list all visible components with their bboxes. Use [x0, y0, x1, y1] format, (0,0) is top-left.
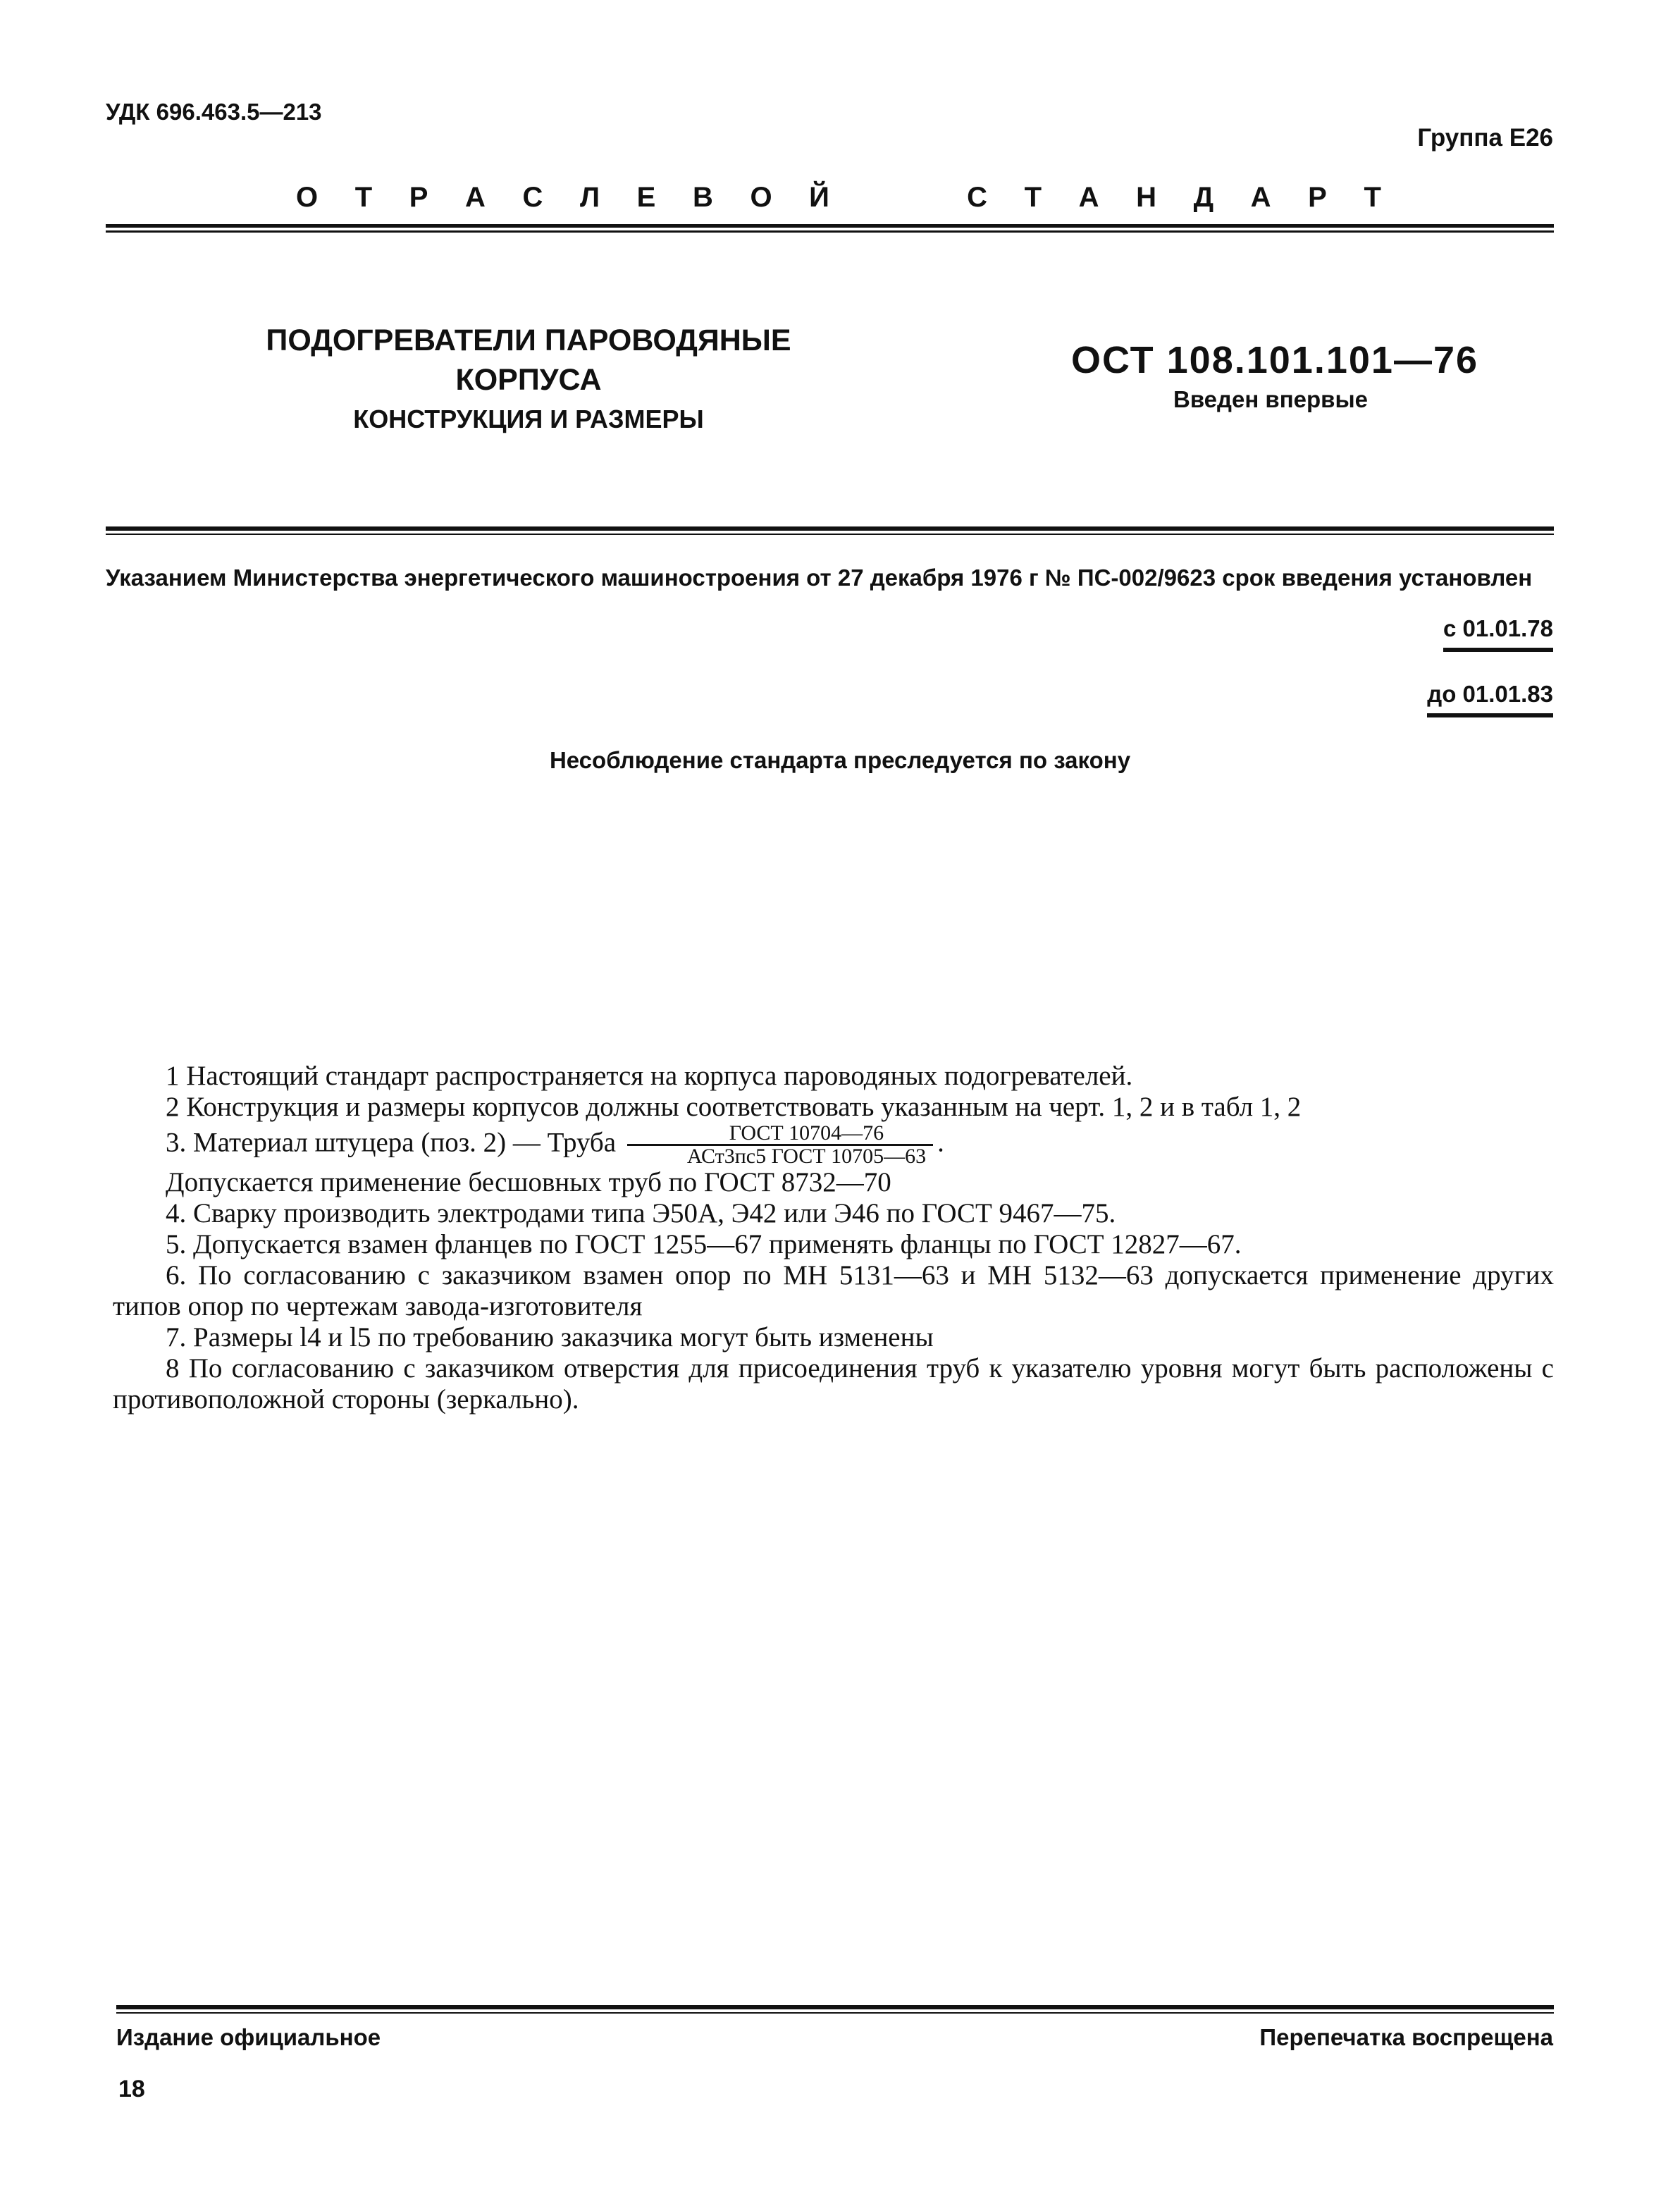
title-line: КОРПУСА — [455, 363, 602, 397]
fraction — [627, 1123, 933, 1167]
standard-note: Введен впервые — [1173, 386, 1368, 412]
paragraph: 8 По согласованию с заказчиком отверстия для присоединения труб к указателю уровня могут быть расположены с противоположной стороны (зеркально). — [113, 1353, 1554, 1415]
udk-code: УДК 696.463.5—213 — [106, 99, 322, 125]
banner-letter: Л — [580, 182, 600, 213]
paragraph: 1 Настоящий стандарт распространяется на корпуса пароводяных подогревателей. — [166, 1061, 1133, 1091]
title-line: ПОДОГРЕВАТЕЛИ ПАРОВОДЯНЫЕ — [266, 323, 791, 357]
banner-letter: С — [967, 182, 987, 213]
decree-text: Указанием Министерства энергетического машиностроения от 27 декабря 1976 г № ПС-002/9623 срок введения установлен — [106, 565, 1533, 591]
banner-letter: Р — [409, 182, 428, 213]
paragraph: 6. По согласованию с заказчиком взамен опор по МН 5131—63 и МН 5132—63 допускается применение других типов опор по чертежам завода-изготовителя — [113, 1260, 1554, 1321]
banner-letter: С — [522, 182, 543, 213]
group-code: Группа Е26 — [1417, 124, 1553, 152]
banner-letter: Т — [1364, 182, 1381, 213]
paragraph: 2 Конструкция и размеры корпусов должны соответствовать указанным на черт. 1, 2 и в табл 1, 2 — [166, 1092, 1302, 1122]
section-rule — [106, 526, 1554, 531]
paragraph: Допускается применение бесшовных труб по ГОСТ 8732—70 — [166, 1167, 891, 1197]
reprint-notice: Перепечатка воспрещена — [1259, 2024, 1553, 2050]
page-number: 18 — [118, 2076, 145, 2102]
effective-date-from: с 01.01.78 — [1443, 615, 1553, 652]
banner-letter: А — [465, 182, 486, 213]
title-subline: КОНСТРУКЦИЯ И РАЗМЕРЫ — [353, 405, 704, 433]
banner-letter: Н — [1136, 182, 1156, 213]
standard-number: ОСТ 108.101.101—76 — [1071, 339, 1479, 381]
banner-letter: Т — [354, 182, 373, 213]
footer-rule-thin — [116, 2012, 1554, 2014]
paragraph: 5. Допускается взамен фланцев по ГОСТ 1255—67 применять фланцы по ГОСТ 12827—67. — [166, 1229, 1242, 1259]
edition-label: Издание официальное — [116, 2024, 381, 2050]
paragraph: 4. Сварку производить электродами типа Э50А, Э42 или Э46 по ГОСТ 9467—75. — [166, 1198, 1116, 1228]
paragraph: 7. Размеры l4 и l5 по требованию заказчика могут быть изменены — [166, 1322, 934, 1352]
paragraph-prefix: 3. Материал штуцера (поз. 2) — Труба — [166, 1127, 617, 1158]
penalty-notice: Несоблюдение стандарта преследуется по закону — [549, 747, 1131, 773]
section-rule-thin — [106, 534, 1554, 535]
banner-letter: Й — [809, 182, 829, 213]
banner-letter: А — [1078, 182, 1099, 213]
effective-date-to: до 01.01.83 — [1427, 681, 1553, 717]
banner-letter: О — [296, 182, 319, 213]
body-text — [113, 1061, 1554, 1415]
banner-letter: Д — [1193, 182, 1214, 213]
paragraph-suffix: . — [937, 1127, 944, 1158]
banner-letter: А — [1250, 182, 1271, 213]
banner-letter: Т — [1024, 182, 1042, 213]
paragraph-material — [113, 1123, 1554, 1167]
header-rule-thin — [106, 230, 1554, 233]
banner-letter: Е — [636, 182, 656, 213]
banner-gap — [867, 182, 930, 214]
banner-industry-standard — [296, 182, 1381, 214]
fraction-denominator: АСт3пс5 ГОСТ 10705—63 — [686, 1145, 927, 1168]
footer-rule — [116, 2005, 1554, 2009]
document-title — [176, 321, 881, 439]
banner-letter: Р — [1308, 182, 1327, 213]
fraction-numerator: ГОСТ 10704—76 — [627, 1123, 933, 1146]
header-rule — [106, 224, 1554, 228]
banner-letter: В — [692, 182, 713, 213]
banner-letter: О — [750, 182, 772, 213]
